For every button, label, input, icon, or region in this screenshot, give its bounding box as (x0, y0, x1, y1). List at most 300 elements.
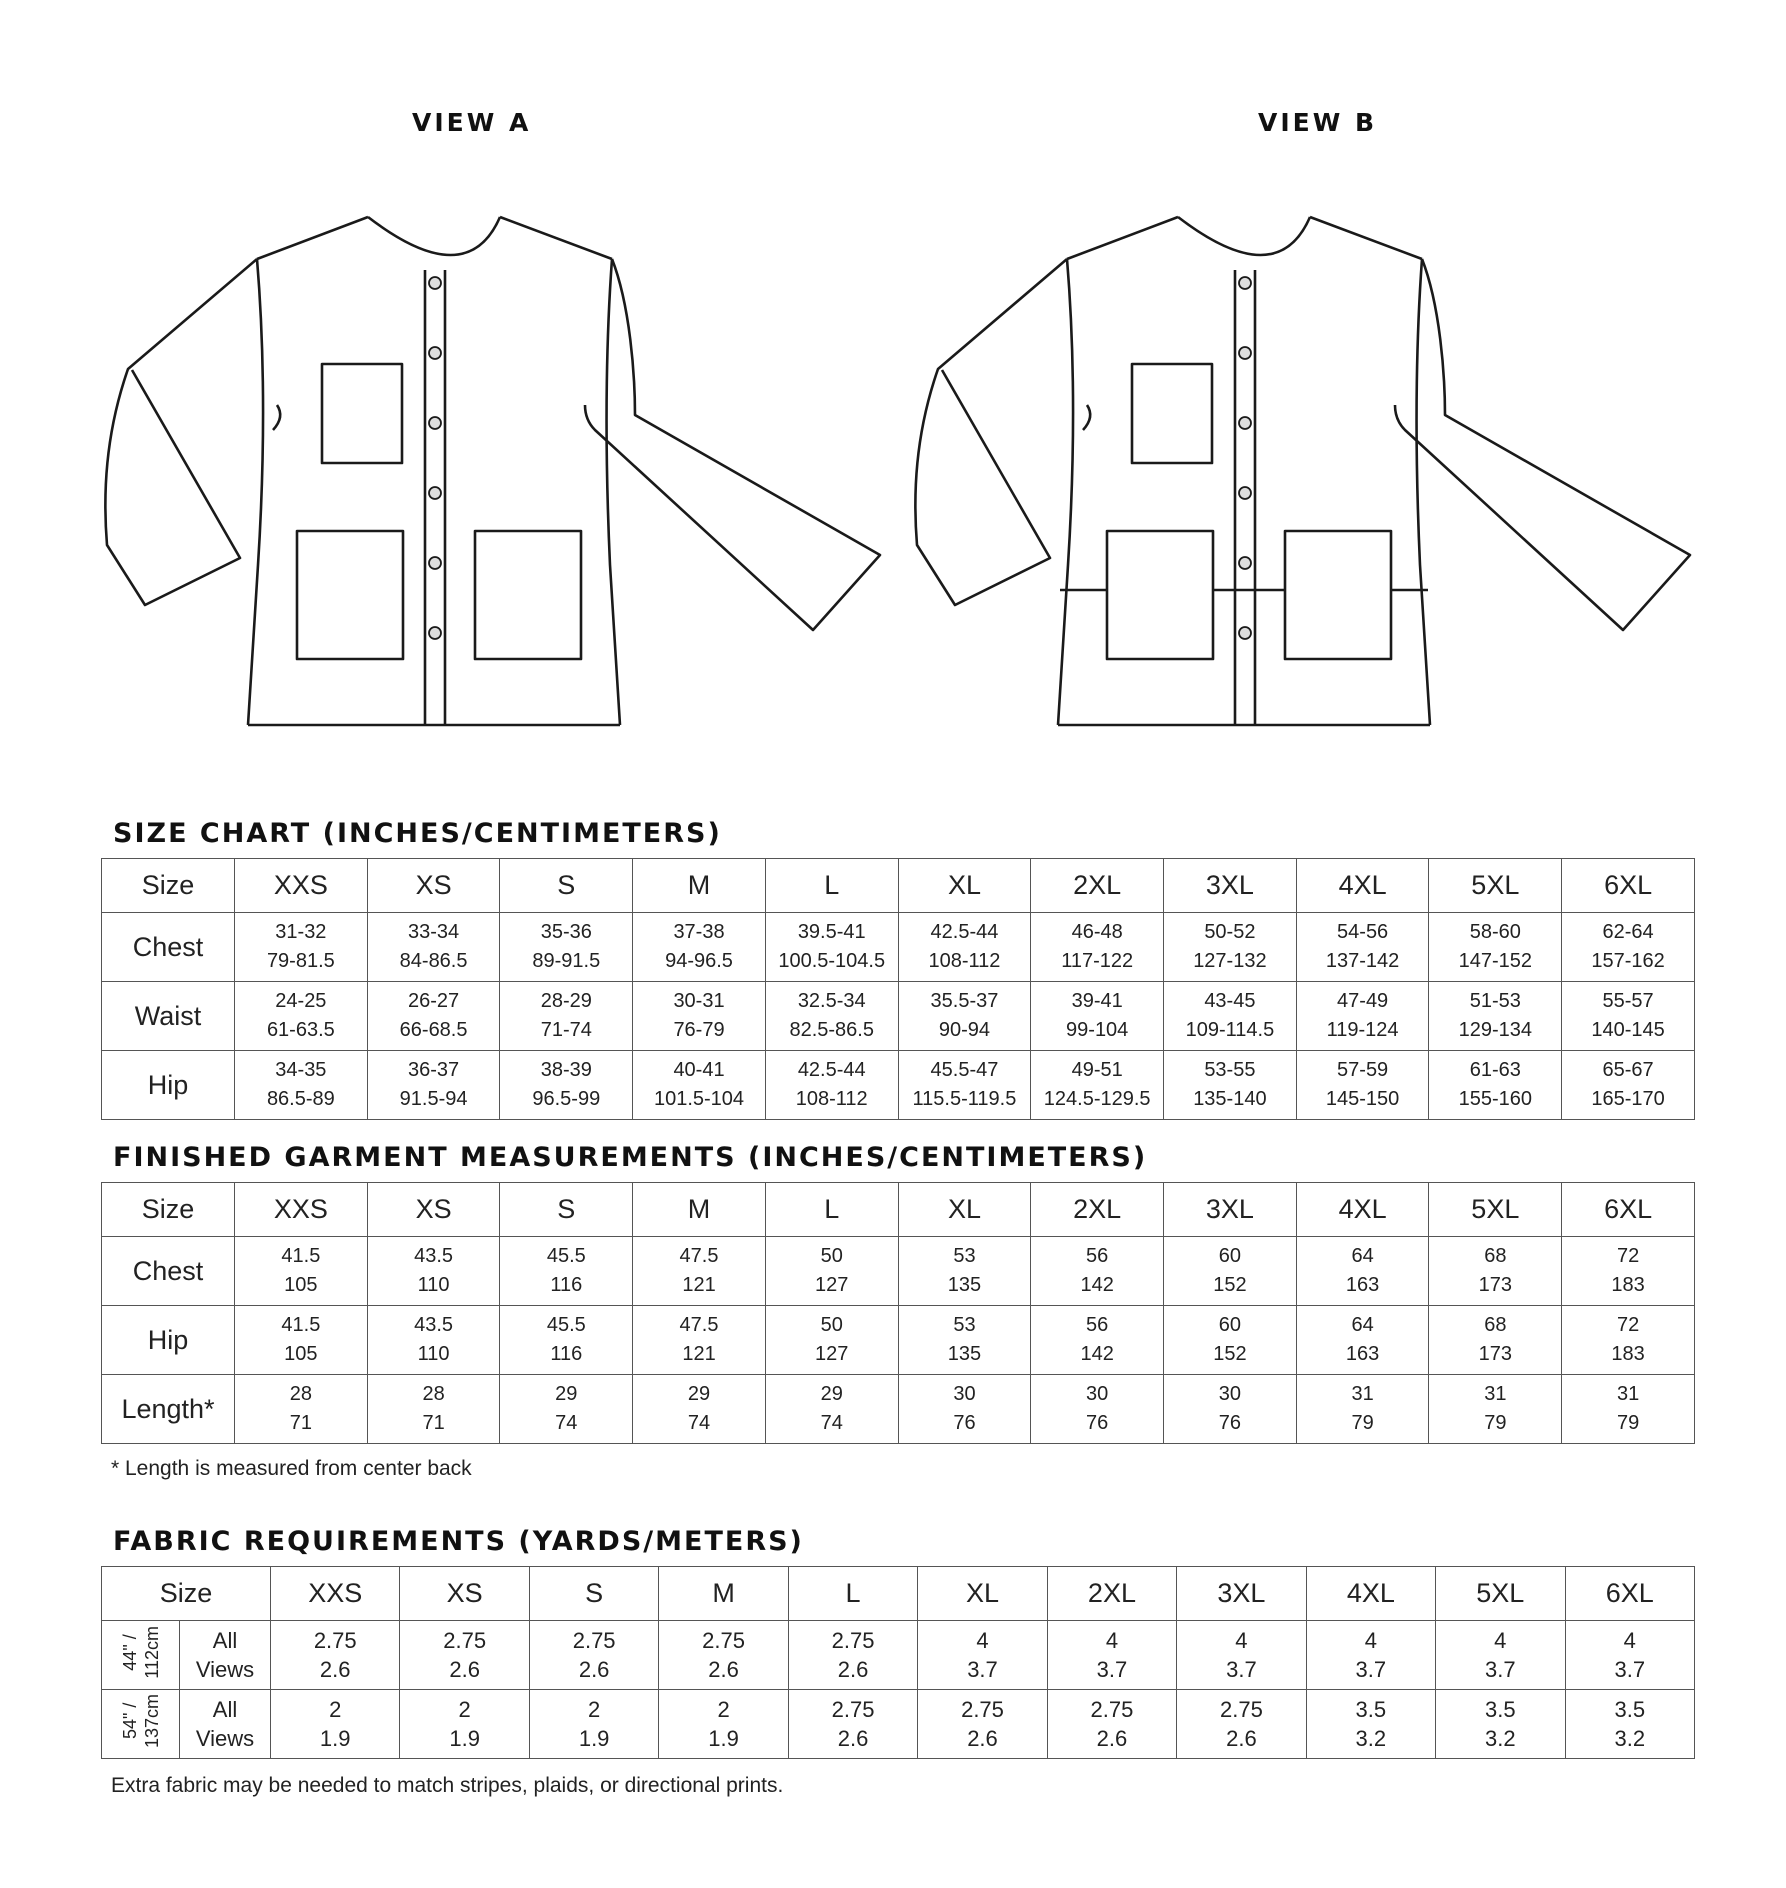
value-inches: 31 (1351, 1383, 1374, 1405)
value-inches: 33-34 (408, 921, 460, 943)
value-inches: 72 (1616, 1314, 1640, 1336)
size-column-header: XL (898, 859, 1031, 913)
value-cm: 135 (947, 1274, 982, 1296)
value-inches: 56 (1086, 1245, 1109, 1267)
value-inches: 26-27 (408, 990, 460, 1012)
fabric-cell (1565, 1621, 1694, 1690)
value-cm: 135 (947, 1343, 982, 1365)
value-meters: 2.6 (837, 1657, 869, 1682)
value-cm: 79-81.5 (266, 950, 335, 972)
measurement-cell (1031, 982, 1164, 1051)
row-label: Chest (102, 913, 235, 982)
view-a-buttons (429, 277, 441, 639)
value-meters: 3.7 (1096, 1657, 1128, 1682)
value-cm: 157-162 (1591, 950, 1665, 972)
size-column-header: 5XL (1429, 859, 1562, 913)
value-cm: 173 (1478, 1343, 1513, 1365)
measurement-cell (633, 913, 766, 982)
size-column-header: XL (918, 1567, 1047, 1621)
view-b-jacket-drawing (905, 205, 1705, 745)
row-label: Waist (102, 982, 235, 1051)
value-inches: 32.5-34 (797, 990, 866, 1012)
value-inches: 46-48 (1071, 921, 1123, 943)
value-meters: 3.2 (1485, 1726, 1516, 1751)
value-cm: 163 (1345, 1343, 1380, 1365)
size-column-header: XS (400, 1567, 529, 1621)
measurement-cell (898, 1375, 1031, 1444)
value-cm: 127 (815, 1343, 849, 1365)
size-column-header: XS (367, 859, 500, 913)
view-b-buttons (1239, 277, 1251, 639)
size-column-header: S (500, 859, 633, 913)
measurement-cell (1562, 913, 1695, 982)
size-column-header: 5XL (1429, 1183, 1562, 1237)
measurement-cell (367, 1051, 500, 1120)
measurement-cell (1429, 913, 1562, 982)
value-cm: 84-86.5 (399, 950, 468, 972)
measurement-cell (1296, 1051, 1429, 1120)
fabric-cell (659, 1621, 788, 1690)
row-label: Hip (102, 1306, 235, 1375)
value-inches: 57-59 (1337, 1059, 1389, 1081)
row-label: Hip (102, 1051, 235, 1120)
size-column-header: XXS (271, 1567, 400, 1621)
fabric-cell (788, 1621, 917, 1690)
size-column-header: 2XL (1047, 1567, 1176, 1621)
size-column-header: 3XL (1164, 1183, 1297, 1237)
value-cm: 183 (1611, 1343, 1645, 1365)
fabric-width-label (102, 1690, 180, 1759)
measurement-cell (235, 1306, 368, 1375)
value-inches: 53-55 (1204, 1059, 1256, 1081)
measurement-cell (1296, 1306, 1429, 1375)
size-header: Size (102, 1183, 235, 1237)
value-cm: 79 (1351, 1412, 1374, 1434)
value-cm: 79 (1616, 1412, 1640, 1434)
value-cm: 86.5-89 (266, 1088, 335, 1110)
value-inches: 43.5 (414, 1245, 454, 1267)
measurement-cell (1164, 1375, 1297, 1444)
width-cm: 137cm (141, 1694, 162, 1749)
fabric-requirements-title: FABRIC REQUIREMENTS (YARDS/METERS) (113, 1526, 804, 1557)
value-inches: 28 (289, 1383, 312, 1405)
view-line-2: Views (195, 1726, 255, 1751)
value-cm: 137-142 (1325, 950, 1400, 972)
value-cm: 108-112 (928, 950, 1001, 972)
row-label: Chest (102, 1237, 235, 1306)
value-cm: 115.5-119.5 (912, 1088, 1017, 1110)
fabric-width-text (119, 1694, 163, 1748)
value-cm: 121 (682, 1343, 716, 1365)
fabric-cell (1306, 1621, 1435, 1690)
measurement-row (102, 1237, 1695, 1306)
size-column-header: 6XL (1562, 1183, 1695, 1237)
width-inches: 44" / (119, 1634, 140, 1671)
value-cm: 71 (422, 1412, 445, 1434)
value-inches: 47-49 (1337, 990, 1389, 1012)
value-cm: 140-145 (1591, 1019, 1665, 1041)
value-inches: 30 (1086, 1383, 1109, 1405)
value-inches: 31 (1616, 1383, 1640, 1405)
measurement-cell (500, 1306, 633, 1375)
measurement-cell (500, 913, 633, 982)
fabric-cell (1047, 1621, 1176, 1690)
measurement-cell (765, 1237, 898, 1306)
finished-measurements-table (101, 1182, 1695, 1444)
value-cm: 105 (284, 1274, 318, 1296)
value-cm: 74 (555, 1412, 578, 1434)
value-yards: 2 (458, 1697, 471, 1722)
value-inches: 24-25 (275, 990, 327, 1012)
measurement-cell (633, 982, 766, 1051)
measurement-cell (367, 982, 500, 1051)
fabric-row (102, 1690, 1695, 1759)
measurement-cell (1562, 1051, 1695, 1120)
value-yards: 2 (717, 1697, 730, 1722)
value-yards: 3.5 (1614, 1697, 1646, 1722)
value-cm: 74 (820, 1412, 843, 1434)
fabric-width-label (102, 1621, 180, 1690)
value-yards: 2.75 (961, 1697, 1004, 1722)
size-column-header: 3XL (1164, 859, 1297, 913)
size-column-header: L (765, 1183, 898, 1237)
measurement-cell (633, 1051, 766, 1120)
size-column-header: XS (367, 1183, 500, 1237)
value-meters: 3.7 (1485, 1657, 1516, 1682)
size-column-header: XXS (235, 859, 368, 913)
view-line-1: All (212, 1697, 238, 1722)
value-inches: 45.5 (546, 1314, 586, 1336)
value-cm: 110 (417, 1274, 450, 1296)
value-inches: 43.5 (414, 1314, 454, 1336)
measurement-cell (1296, 913, 1429, 982)
value-cm: 142 (1080, 1274, 1114, 1296)
value-meters: 3.7 (1226, 1657, 1257, 1682)
fabric-cell (529, 1690, 658, 1759)
value-inches: 37-38 (673, 921, 725, 943)
measurement-cell (1429, 1375, 1562, 1444)
measurement-row (102, 1051, 1695, 1120)
value-meters: 2.6 (1226, 1726, 1257, 1751)
size-column-header: XL (898, 1183, 1031, 1237)
value-inches: 65-67 (1602, 1059, 1654, 1081)
measurement-cell (235, 1051, 368, 1120)
measurement-cell (367, 1306, 500, 1375)
width-inches: 54" / (119, 1703, 140, 1740)
value-inches: 45.5 (546, 1245, 586, 1267)
value-inches: 29 (820, 1383, 843, 1405)
value-inches: 56 (1086, 1314, 1109, 1336)
fabric-cell (788, 1690, 917, 1759)
value-yards: 2.75 (443, 1628, 487, 1653)
value-cm: 90-94 (938, 1019, 991, 1041)
value-inches: 28-29 (540, 990, 592, 1012)
measurement-cell (765, 982, 898, 1051)
size-column-header: M (633, 1183, 766, 1237)
value-cm: 135-140 (1193, 1088, 1267, 1110)
value-cm: 109-114.5 (1185, 1019, 1275, 1041)
measurement-cell (500, 1375, 633, 1444)
value-meters: 2.6 (967, 1726, 998, 1751)
value-cm: 165-170 (1591, 1088, 1665, 1110)
value-meters: 2.6 (1096, 1726, 1128, 1751)
measurement-cell (500, 982, 633, 1051)
fabric-note: Extra fabric may be needed to match stripes, plaids, or directional prints. (111, 1774, 784, 1797)
measurement-cell (367, 1375, 500, 1444)
value-cm: 61-63.5 (266, 1019, 335, 1041)
value-meters: 2.6 (319, 1657, 351, 1682)
value-yards: 4 (1364, 1628, 1377, 1653)
value-inches: 50 (820, 1314, 843, 1336)
fabric-cell (1436, 1621, 1565, 1690)
value-inches: 38-39 (540, 1059, 592, 1081)
measurement-cell (500, 1051, 633, 1120)
value-yards: 3.5 (1485, 1697, 1516, 1722)
value-inches: 54-56 (1337, 921, 1389, 943)
fabric-cell (1565, 1690, 1694, 1759)
value-cm: 173 (1478, 1274, 1513, 1296)
size-column-header: 3XL (1177, 1567, 1306, 1621)
value-inches: 28 (422, 1383, 445, 1405)
fabric-cell (918, 1621, 1047, 1690)
value-cm: 82.5-86.5 (789, 1019, 874, 1041)
header-row (102, 1567, 1695, 1621)
measurement-row (102, 982, 1695, 1051)
fabric-cell (918, 1690, 1047, 1759)
value-cm: 129-134 (1458, 1019, 1533, 1041)
value-yards: 2.75 (1219, 1697, 1263, 1722)
measurement-cell (1429, 1237, 1562, 1306)
value-meters: 3.2 (1614, 1726, 1646, 1751)
value-inches: 31 (1484, 1383, 1507, 1405)
value-cm: 89-91.5 (532, 950, 601, 972)
size-column-header: 4XL (1306, 1567, 1435, 1621)
value-meters: 1.9 (708, 1726, 739, 1751)
value-meters: 1.9 (578, 1726, 610, 1751)
fabric-cell (1177, 1621, 1306, 1690)
measurement-cell (1429, 982, 1562, 1051)
measurement-cell (633, 1375, 766, 1444)
value-yards: 2.75 (313, 1628, 357, 1653)
measurement-cell (765, 913, 898, 982)
value-cm: 76 (1218, 1412, 1242, 1434)
measurement-cell (765, 1051, 898, 1120)
measurement-cell (1164, 982, 1297, 1051)
measurement-row (102, 1375, 1695, 1444)
finished-measurements-title: FINISHED GARMENT MEASUREMENTS (INCHES/CENTIMETERS) (113, 1142, 1148, 1173)
fabric-cell (529, 1621, 658, 1690)
value-meters: 1.9 (319, 1726, 351, 1751)
value-yards: 2.75 (572, 1628, 616, 1653)
value-inches: 41.5 (281, 1314, 321, 1336)
value-meters: 3.7 (1355, 1657, 1387, 1682)
size-chart-table (101, 858, 1695, 1120)
measurement-cell (367, 913, 500, 982)
fabric-width-text (119, 1626, 163, 1679)
measurement-cell (1296, 1237, 1429, 1306)
measurement-cell (500, 1237, 633, 1306)
size-header: Size (102, 1567, 271, 1621)
size-chart-title: SIZE CHART (INCHES/CENTIMETERS) (113, 818, 722, 849)
size-column-header: M (659, 1567, 788, 1621)
value-yards: 2 (588, 1697, 601, 1722)
value-cm: 155-160 (1458, 1088, 1533, 1110)
value-cm: 183 (1611, 1274, 1645, 1296)
value-inches: 30-31 (673, 990, 725, 1012)
measurement-cell (235, 1237, 368, 1306)
value-yards: 4 (976, 1628, 989, 1653)
measurement-cell (1296, 982, 1429, 1051)
measurement-cell (898, 913, 1031, 982)
fabric-cell (1177, 1690, 1306, 1759)
value-inches: 43-45 (1204, 990, 1256, 1012)
fabric-row (102, 1621, 1695, 1690)
size-column-header: 2XL (1031, 859, 1164, 913)
value-inches: 42.5-44 (797, 1059, 866, 1081)
size-column-header: 4XL (1296, 1183, 1429, 1237)
value-inches: 50-52 (1204, 921, 1256, 943)
size-column-header: 4XL (1296, 859, 1429, 913)
value-meters: 2.6 (578, 1657, 610, 1682)
value-cm: 121 (682, 1274, 716, 1296)
measurement-cell (1562, 1237, 1695, 1306)
value-cm: 163 (1345, 1274, 1380, 1296)
size-column-header: M (633, 859, 766, 913)
measurement-cell (367, 1237, 500, 1306)
value-cm: 117-122 (1061, 950, 1134, 972)
value-meters: 3.7 (1614, 1657, 1646, 1682)
value-cm: 79 (1484, 1412, 1507, 1434)
measurement-cell (1562, 1306, 1695, 1375)
header-row (102, 859, 1695, 913)
value-inches: 40-41 (673, 1059, 725, 1081)
value-inches: 68 (1484, 1314, 1507, 1336)
value-meters: 2.6 (708, 1657, 739, 1682)
fabric-view-label (180, 1690, 271, 1759)
value-meters: 3.2 (1355, 1726, 1387, 1751)
value-inches: 29 (555, 1383, 578, 1405)
measurement-cell (1429, 1306, 1562, 1375)
value-cm: 99-104 (1066, 1019, 1129, 1041)
value-inches: 42.5-44 (930, 921, 999, 943)
fabric-cell (1436, 1690, 1565, 1759)
value-inches: 36-37 (408, 1059, 460, 1081)
value-inches: 51-53 (1469, 990, 1521, 1012)
value-cm: 110 (417, 1343, 450, 1365)
value-cm: 76 (953, 1412, 976, 1434)
value-cm: 71 (289, 1412, 312, 1434)
value-inches: 47.5 (679, 1245, 719, 1267)
length-footnote: * Length is measured from center back (111, 1457, 472, 1480)
measurement-cell (1164, 1051, 1297, 1120)
value-cm: 66-68.5 (399, 1019, 468, 1041)
measurement-cell (1164, 1306, 1297, 1375)
value-inches: 50 (820, 1245, 843, 1267)
value-meters: 2.6 (449, 1657, 480, 1682)
header-row (102, 1183, 1695, 1237)
value-inches: 61-63 (1469, 1059, 1521, 1081)
value-inches: 62-64 (1602, 921, 1654, 943)
value-inches: 30 (953, 1383, 976, 1405)
fabric-cell (400, 1621, 529, 1690)
view-line-2: Views (195, 1657, 255, 1682)
value-inches: 68 (1484, 1245, 1507, 1267)
measurement-cell (898, 1051, 1031, 1120)
fabric-cell (1047, 1690, 1176, 1759)
value-inches: 31-32 (275, 921, 327, 943)
value-cm: 116 (550, 1343, 583, 1365)
measurement-cell (1562, 982, 1695, 1051)
value-inches: 39.5-41 (797, 921, 866, 943)
measurement-cell (1164, 1237, 1297, 1306)
value-cm: 124.5-129.5 (1043, 1088, 1151, 1110)
measurement-cell (1031, 1051, 1164, 1120)
view-b-label: VIEW B (1258, 108, 1378, 137)
fabric-cell (400, 1690, 529, 1759)
measurement-cell (235, 913, 368, 982)
measurement-cell (1429, 1051, 1562, 1120)
value-yards: 2.75 (1090, 1697, 1134, 1722)
measurement-cell (1031, 1237, 1164, 1306)
measurement-cell (765, 1306, 898, 1375)
measurement-cell (898, 982, 1031, 1051)
value-inches: 41.5 (281, 1245, 321, 1267)
size-column-header: XXS (235, 1183, 368, 1237)
value-cm: 71-74 (540, 1019, 592, 1041)
measurement-cell (898, 1306, 1031, 1375)
size-header: Size (102, 859, 235, 913)
value-inches: 35.5-37 (930, 990, 999, 1012)
measurement-cell (765, 1375, 898, 1444)
measurement-cell (633, 1306, 766, 1375)
value-cm: 105 (284, 1343, 318, 1365)
value-meters: 1.9 (449, 1726, 480, 1751)
measurement-cell (1164, 913, 1297, 982)
fabric-view-label (180, 1621, 271, 1690)
value-inches: 45.5-47 (930, 1059, 999, 1081)
value-yards: 2 (329, 1697, 342, 1722)
value-inches: 49-51 (1071, 1059, 1123, 1081)
fabric-cell (659, 1690, 788, 1759)
value-yards: 3.5 (1355, 1697, 1387, 1722)
value-inches: 64 (1351, 1245, 1374, 1267)
value-cm: 116 (550, 1274, 583, 1296)
measurement-cell (1031, 1306, 1164, 1375)
measurement-cell (235, 1375, 368, 1444)
view-a-label: VIEW A (412, 108, 532, 137)
value-yards: 4 (1494, 1628, 1507, 1653)
value-cm: 152 (1213, 1274, 1247, 1296)
value-cm: 147-152 (1458, 950, 1533, 972)
value-cm: 100.5-104.5 (778, 950, 886, 972)
value-inches: 55-57 (1602, 990, 1654, 1012)
value-inches: 53 (953, 1245, 976, 1267)
value-cm: 101.5-104 (653, 1088, 745, 1110)
value-inches: 58-60 (1469, 921, 1521, 943)
measurement-cell (1562, 1375, 1695, 1444)
size-column-header: S (500, 1183, 633, 1237)
value-inches: 35-36 (540, 921, 592, 943)
size-column-header: 6XL (1562, 859, 1695, 913)
measurement-cell (1296, 1375, 1429, 1444)
value-cm: 96.5-99 (532, 1088, 601, 1110)
value-yards: 4 (1235, 1628, 1248, 1653)
fabric-cell (1306, 1690, 1435, 1759)
value-inches: 60 (1218, 1245, 1242, 1267)
size-column-header: L (765, 859, 898, 913)
size-column-header: S (529, 1567, 658, 1621)
size-column-header: 2XL (1031, 1183, 1164, 1237)
